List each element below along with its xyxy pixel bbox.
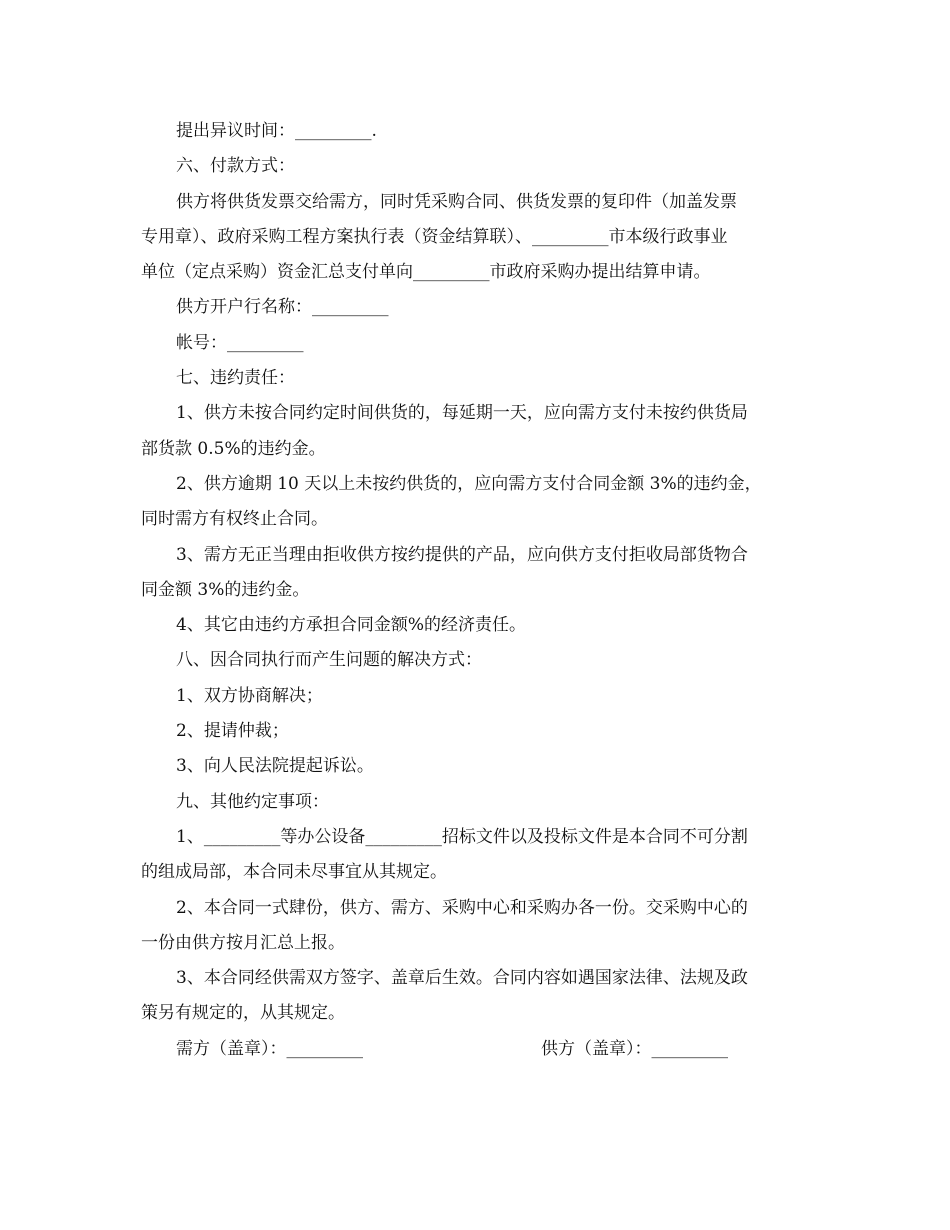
text-line: 供方开户行名称：_________ bbox=[176, 297, 389, 318]
signature-row bbox=[141, 1032, 809, 1067]
text-line: 2、供方逾期 10 天以上未按约供货的，应向需方支付合同金额 3%的违约金， bbox=[176, 473, 762, 494]
text-line: 提出异议时间：_________. bbox=[176, 121, 377, 141]
text-line: 3、需方无正当理由拒收供方按约提供的产品，应向供方支付拒收局部货物合 bbox=[176, 544, 748, 565]
text-line: 九、其他约定事项： bbox=[176, 791, 329, 812]
text-line: 的组成局部，本合同未尽事宜从其规定。 bbox=[141, 862, 447, 883]
supplier-signature-line: 供方（盖章）：_________ bbox=[541, 1038, 728, 1059]
document-page bbox=[141, 114, 809, 1067]
text-line: 3、本合同经供需双方签字、盖章后生效。合同内容如遇国家法律、法规及政 bbox=[176, 968, 748, 989]
text-line: 策另有规定的，从其规定。 bbox=[141, 1003, 345, 1024]
text-line: 八、因合同执行而产生问题的解决方式： bbox=[176, 650, 482, 671]
text-line: 1、双方协商解决； bbox=[176, 685, 323, 706]
document-body bbox=[141, 114, 809, 1032]
text-line: 3、向人民法院提起诉讼。 bbox=[176, 756, 374, 777]
buyer-signature-line: 需方（盖章）：_________ bbox=[176, 1038, 363, 1059]
text-line: 1、_________等办公设备_________招标文件以及投标文件是本合同不可分割 bbox=[176, 826, 748, 847]
text-line: 4、其它由违约方承担合同金额%的经济责任。 bbox=[176, 615, 526, 636]
text-line: 专用章）、政府采购工程方案执行表（资金结算联）、_________市本级行政事业 bbox=[141, 226, 728, 247]
text-line: 2、提请仲裁； bbox=[176, 721, 289, 742]
text-line: 一份由供方按月汇总上报。 bbox=[141, 932, 345, 953]
text-line: 部货款 0.5%的违约金。 bbox=[141, 438, 326, 459]
text-line: 帐号：_________ bbox=[176, 332, 304, 353]
text-line: 单位（定点采购）资金汇总支付单向_________市政府采购办提出结算申请。 bbox=[141, 262, 711, 283]
text-line: 1、供方未按合同约定时间供货的，每延期一天，应向需方支付未按约供货局 bbox=[176, 403, 748, 424]
text-line: 七、违约责任： bbox=[176, 368, 295, 389]
text-line: 2、本合同一式肆份，供方、需方、采购中心和采购办各一份。交采购中心的 bbox=[176, 897, 748, 918]
text-line: 同金额 3%的违约金。 bbox=[141, 579, 310, 600]
text-line: 六、付款方式： bbox=[176, 156, 295, 177]
text-line: 供方将供货发票交给需方，同时凭采购合同、供货发票的复印件（加盖发票 bbox=[176, 191, 737, 212]
text-line: 同时需方有权终止合同。 bbox=[141, 509, 328, 530]
